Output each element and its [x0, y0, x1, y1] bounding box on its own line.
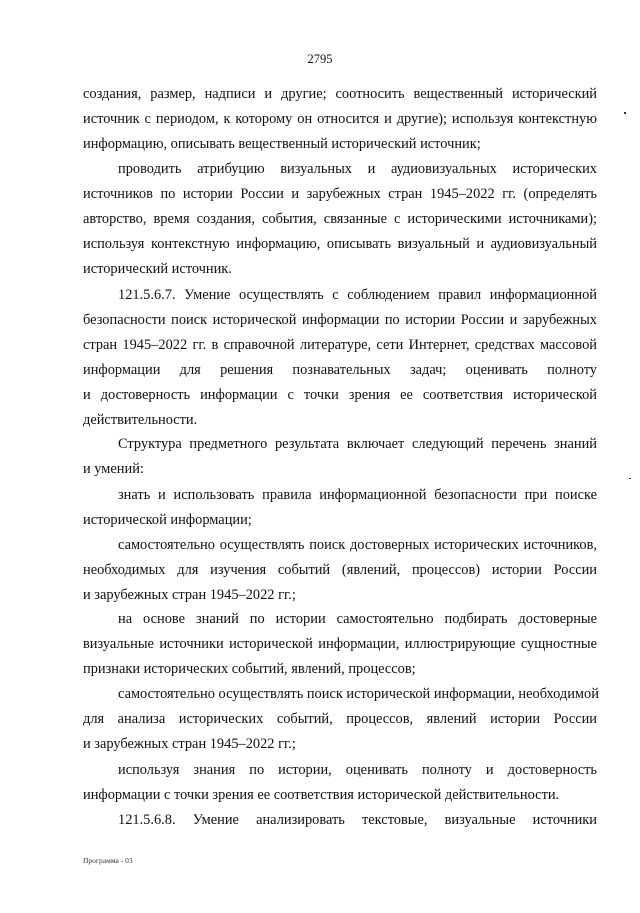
text-line: Структура предметного результата включает следующий перечень знаний	[118, 436, 597, 452]
text-line: информацию, описывать вещественный исторический источник;	[83, 136, 481, 152]
text-line: используя знания по истории, оценивать полноту и достоверность	[118, 762, 597, 778]
text-line: 121.5.6.7. Умение осуществлять с соблюдением правил информационной	[118, 287, 597, 303]
text-line: действительности.	[83, 412, 198, 428]
text-line: самостоятельно осуществлять поиск достоверных исторических источников,	[118, 537, 597, 553]
text-line: и зарубежных стран 1945–2022 гг.;	[83, 587, 296, 603]
text-line: признаки исторических событий, явлений, процессов;	[83, 661, 416, 677]
text-line: стран 1945–2022 гг. в справочной литературе, сети Интернет, средствах массовой	[83, 337, 597, 353]
text-line: источников по истории России и зарубежных стран 1945–2022 гг. (определять	[83, 186, 597, 202]
text-line: знать и использовать правила информационной безопасности при поиске	[118, 487, 597, 503]
text-line: информации для решения познавательных задач; оценивать полноту	[83, 362, 597, 378]
text-line: авторство, время создания, события, связанные с историческими источниками);	[83, 211, 597, 227]
text-line: визуальные источники исторической информации, иллюстрирующие сущностные	[83, 636, 597, 652]
text-line: исторической информации;	[83, 512, 252, 528]
text-line: 121.5.6.8. Умение анализировать текстовые, визуальные источники	[118, 812, 597, 828]
text-line: исторический источник.	[83, 261, 232, 277]
scan-speck	[624, 112, 626, 114]
text-line: самостоятельно осуществлять поиск исторической информации, необходимой	[118, 686, 599, 702]
text-line: источник с периодом, к которому он относится и другие); используя контекстную	[83, 111, 597, 127]
scan-speck	[629, 478, 631, 479]
text-line: и зарубежных стран 1945–2022 гг.;	[83, 736, 296, 752]
text-line: создания, размер, надписи и другие; соотносить вещественный исторический	[83, 86, 597, 102]
text-line: используя контекстную информацию, описывать визуальный и аудиовизуальный	[83, 236, 597, 252]
text-line: на основе знаний по истории самостоятельно подбирать достоверные	[118, 611, 597, 627]
text-line: и умений:	[83, 461, 144, 477]
text-line: необходимых для изучения событий (явлений, процессов) истории России	[83, 562, 597, 578]
text-line: информации с точки зрения ее соответствия исторической действительности.	[83, 787, 560, 803]
text-line: проводить атрибуцию визуальных и аудиовизуальных исторических	[118, 161, 597, 177]
page-number: 2795	[307, 52, 333, 66]
text-line: для анализа исторических событий, процессов, явлений истории России	[83, 711, 597, 727]
text-line: безопасности поиск исторической информации по истории России и зарубежных	[83, 312, 597, 328]
footer-label: Программа - 03	[83, 856, 133, 865]
text-line: и достоверность информации с точки зрения ее соответствия исторической	[83, 387, 597, 403]
